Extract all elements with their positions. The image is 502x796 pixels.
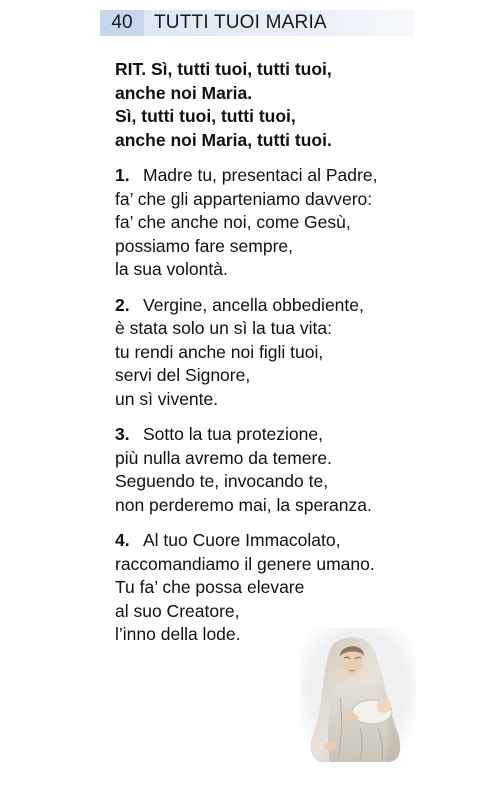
stanza-line: l’inno della lode. — [115, 624, 241, 644]
refrain-line: anche noi Maria, tutti tuoi. — [115, 129, 332, 150]
stanza-line: Tu fa’ che possa elevare — [115, 577, 305, 597]
stanza-first-line: Sotto la tua protezione, — [143, 424, 323, 444]
stanza-line: possiamo fare sempre, — [115, 235, 293, 256]
stanza-line: fa’ che anche noi, come Gesù, — [115, 212, 351, 232]
stanza-line: tu rendi anche noi figli tuoi, — [115, 341, 324, 362]
song-lyrics — [115, 58, 435, 659]
refrain-line: RIT. Sì, tutti tuoi, tutti tuoi, — [115, 59, 332, 79]
stanza-2 — [115, 294, 435, 412]
stanza-number: 4. — [115, 530, 130, 550]
stanza-line: è stata solo un sì la tua vita: — [115, 318, 332, 338]
stanza-first-line: Madre tu, presentaci al Padre, — [143, 165, 378, 185]
stanza-3 — [115, 423, 435, 517]
stanza-line: più nulla avremo da temere. — [115, 447, 332, 468]
stanza-line: servi del Signore, — [115, 365, 251, 385]
stanza-number: 3. — [115, 424, 130, 444]
stanza-line — [115, 294, 435, 318]
stanza-number: 2. — [115, 294, 130, 315]
stanza-first-line: Al tuo Cuore Immacolato, — [143, 530, 341, 550]
stanza-line — [115, 423, 435, 447]
refrain — [115, 58, 435, 152]
stanza-line: non perderemo mai, la speranza. — [115, 494, 372, 515]
stanza-number: 1. — [115, 165, 130, 185]
stanza-line: fa’ che gli apparteniamo davvero: — [115, 188, 373, 209]
stanza-first-line: Vergine, ancella obbediente, — [143, 294, 364, 315]
stanza-line: raccomandiamo il genere umano. — [115, 553, 375, 574]
refrain-line: Sì, tutti tuoi, tutti tuoi, — [115, 106, 296, 126]
page-number: 40 — [100, 10, 144, 36]
stanza-line: un sì vivente. — [115, 388, 219, 409]
stanza-line — [115, 529, 435, 553]
stanza-line: la sua volontà. — [115, 259, 228, 279]
song-title: TUTTI TUOI MARIA — [144, 10, 414, 36]
stanza-1 — [115, 164, 435, 282]
madonna-with-child-image — [300, 628, 416, 762]
refrain-line: anche noi Maria. — [115, 82, 253, 103]
stanza-line: al suo Creatore, — [115, 600, 240, 621]
stanza-line: Seguendo te, invocando te, — [115, 471, 329, 491]
stanza-line — [115, 164, 435, 188]
song-header — [100, 10, 414, 36]
